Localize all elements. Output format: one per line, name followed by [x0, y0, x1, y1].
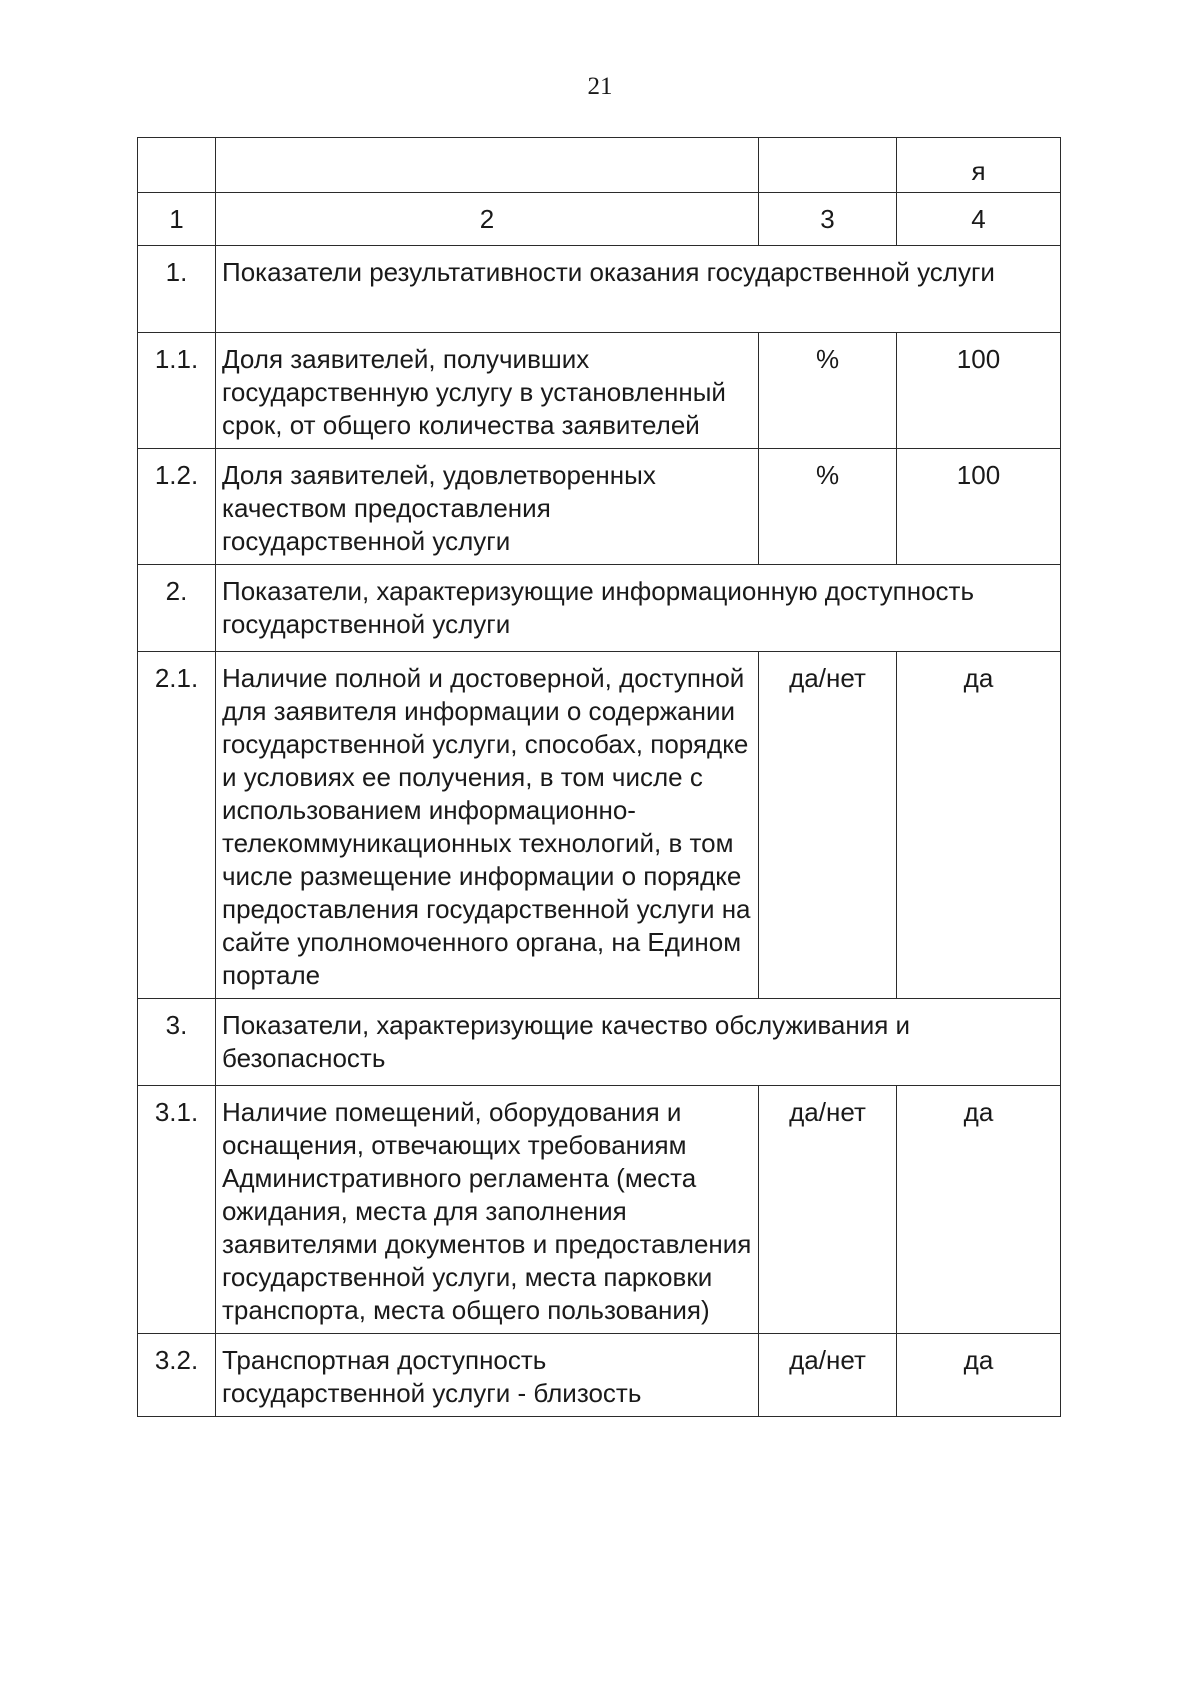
row-number: 3.1. [138, 1086, 216, 1334]
header-cell-4: я [897, 138, 1061, 193]
row-number: 2. [138, 565, 216, 652]
row-number: 2.1. [138, 652, 216, 999]
table-row-3-1 [138, 1086, 1061, 1334]
section-title: Показатели, характеризующие качество обслуживания и безопасность [216, 999, 1061, 1086]
row-number: 1.1. [138, 333, 216, 449]
column-numbers-row [138, 193, 1061, 246]
section-row-3 [138, 999, 1061, 1086]
indicator-text: Наличие полной и достоверной, доступной для заявителя информации о содержании государственной услуги, способах, порядке и условиях ее получения, в том числе с использованием информационно-телекоммуникационных технологий, в том числе размещение информации о порядке предоставления государственной услуги на сайте уполномоченного органа, на Едином портале [216, 652, 759, 999]
row-number: 3. [138, 999, 216, 1086]
value-cell: да [897, 652, 1061, 999]
row-number: 1.2. [138, 449, 216, 565]
section-title: Показатели, характеризующие информационную доступность государственной услуги [216, 565, 1061, 652]
row-number: 3.2. [138, 1334, 216, 1417]
value-cell: да [897, 1086, 1061, 1334]
value-cell: 100 [897, 333, 1061, 449]
indicator-text: Доля заявителей, получивших государственную услугу в установленный срок, от общего количества заявителей [216, 333, 759, 449]
unit-cell: да/нет [759, 652, 897, 999]
table-row-1-1 [138, 333, 1061, 449]
indicator-text: Наличие помещений, оборудования и оснащения, отвечающих требованиям Административного регламента (места ожидания, места для заполнения заявителями документов и предоставления государственной услуги, места парковки транспорта, места общего пользования) [216, 1086, 759, 1334]
header-cell-2 [216, 138, 759, 193]
value-cell: да [897, 1334, 1061, 1417]
indicators-table [137, 137, 1061, 1417]
column-number-2: 2 [216, 193, 759, 246]
column-number-4: 4 [897, 193, 1061, 246]
indicator-text: Доля заявителей, удовлетворенных качеством предоставления государственной услуги [216, 449, 759, 565]
unit-cell: да/нет [759, 1334, 897, 1417]
table-row-1-2 [138, 449, 1061, 565]
table-row-3-2 [138, 1334, 1061, 1417]
table-row-2-1 [138, 652, 1061, 999]
value-cell: 100 [897, 449, 1061, 565]
section-row-1 [138, 246, 1061, 333]
indicator-text: Транспортная доступность государственной услуги - близость [216, 1334, 759, 1417]
header-cell-3 [759, 138, 897, 193]
section-title: Показатели результативности оказания государственной услуги [216, 246, 1061, 333]
unit-cell: % [759, 333, 897, 449]
table-header-row-top [138, 138, 1061, 193]
unit-cell: да/нет [759, 1086, 897, 1334]
header-cell-1 [138, 138, 216, 193]
page-number: 21 [587, 73, 613, 100]
unit-cell: % [759, 449, 897, 565]
column-number-1: 1 [138, 193, 216, 246]
column-number-3: 3 [759, 193, 897, 246]
row-number: 1. [138, 246, 216, 333]
section-row-2 [138, 565, 1061, 652]
